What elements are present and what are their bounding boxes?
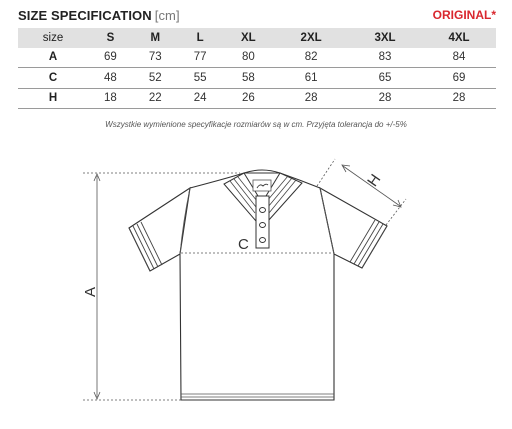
table-cell: 69 — [452, 71, 466, 84]
column-header: 3XL — [348, 28, 422, 48]
table-cell: 58 — [241, 71, 255, 84]
table-cell: 69 — [104, 51, 117, 64]
table-row — [18, 68, 496, 89]
table-cell: 18 — [104, 92, 117, 105]
row-label: A — [48, 51, 58, 64]
table-cell: 61 — [304, 71, 318, 84]
row-label: H — [48, 92, 58, 105]
table-row — [18, 48, 496, 68]
table-cell: 80 — [241, 51, 255, 64]
table-header-row — [18, 28, 496, 48]
size-table — [18, 28, 496, 109]
table-cell: 65 — [378, 71, 392, 84]
table-cell: 83 — [378, 51, 392, 64]
table-cell: 28 — [452, 92, 466, 105]
table-cell: 55 — [193, 71, 207, 84]
column-header: M — [133, 28, 178, 48]
brand-label: ORIGINAL* — [432, 8, 496, 22]
spec-header — [16, 8, 496, 26]
label-c: C — [238, 236, 249, 253]
spec-title-text: SIZE SPECIFICATION — [18, 8, 152, 23]
table-cell: 84 — [452, 51, 466, 64]
row-label: C — [48, 71, 58, 84]
column-header: L — [178, 28, 223, 48]
column-header-size: size — [18, 28, 88, 48]
table-row — [18, 88, 496, 109]
table-cell: 77 — [193, 51, 207, 64]
table-cell: 28 — [304, 92, 318, 105]
button-3 — [260, 238, 266, 243]
table-cell: 48 — [104, 71, 117, 84]
table-cell: 24 — [193, 92, 207, 105]
button-2 — [260, 223, 266, 228]
table-cell: 22 — [148, 92, 162, 105]
table-cell: 52 — [148, 71, 162, 84]
spec-title — [18, 8, 180, 23]
column-header: 2XL — [274, 28, 348, 48]
table-cell: 73 — [148, 51, 162, 64]
button-1 — [260, 208, 266, 213]
spec-unit: [cm] — [154, 8, 180, 23]
tolerance-note: Wszystkie wymienione specyfikacje rozmiarów są w cm. Przyjęta tolerancja do +/-5% — [105, 120, 407, 129]
label-h: H — [364, 171, 385, 190]
column-header: S — [88, 28, 133, 48]
table-cell: 28 — [378, 92, 392, 105]
table-cell: 82 — [304, 51, 318, 64]
column-header: 4XL — [422, 28, 496, 48]
table-cell: 26 — [241, 92, 255, 105]
column-header: XL — [223, 28, 275, 48]
polo-shirt-diagram — [0, 150, 512, 429]
label-a: A — [82, 286, 99, 298]
